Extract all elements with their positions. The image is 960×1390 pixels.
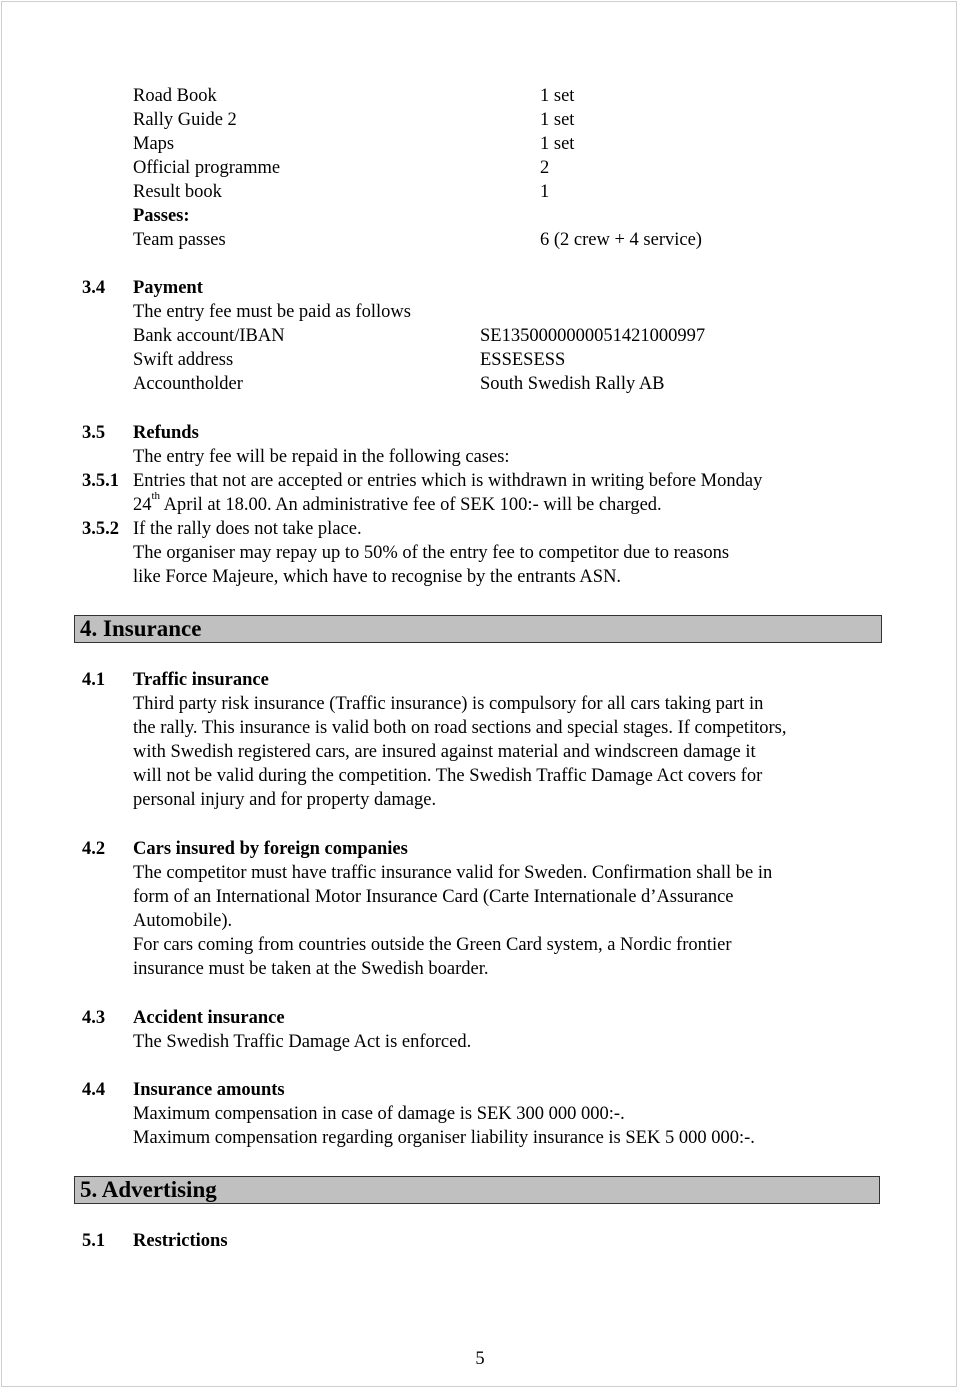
section-heading-band: 5. Advertising bbox=[74, 1176, 880, 1204]
item-qty: 1 set bbox=[540, 110, 575, 130]
paragraph-line: will not be valid during the competition. The Swedish Traffic Damage Act covers for bbox=[133, 766, 763, 786]
section-number: 5.1 bbox=[82, 1231, 106, 1251]
section-number: 3.4 bbox=[82, 278, 106, 298]
payment-value: SE1350000000051421000997 bbox=[480, 326, 706, 346]
refund-case-text: Entries that not are accepted or entries which is withdrawn in writing before Monday bbox=[133, 471, 763, 491]
item-qty: 1 bbox=[540, 182, 550, 202]
section-title: Payment bbox=[133, 278, 203, 298]
section-number: 3.5 bbox=[82, 423, 106, 443]
paragraph-line: For cars coming from countries outside the Green Card system, a Nordic frontier bbox=[133, 935, 732, 955]
item-name: Official programme bbox=[133, 158, 281, 178]
payment-value: ESSESESS bbox=[480, 350, 566, 370]
item-qty: 2 bbox=[540, 158, 550, 178]
paragraph-line: Maximum compensation in case of damage is SEK 300 000 000:-. bbox=[133, 1104, 625, 1124]
item-name: Result book bbox=[133, 182, 222, 202]
payment-label: Swift address bbox=[133, 350, 234, 370]
passes-value: 6 (2 crew + 4 service) bbox=[540, 230, 702, 250]
refunds-intro: The entry fee will be repaid in the following cases: bbox=[133, 447, 510, 467]
item-qty: 1 set bbox=[540, 86, 575, 106]
item-name: Rally Guide 2 bbox=[133, 110, 237, 130]
paragraph-line: personal injury and for property damage. bbox=[133, 790, 437, 810]
paragraph-line: insurance must be taken at the Swedish boarder. bbox=[133, 959, 489, 979]
refund-case-text: like Force Majeure, which have to recognise by the entrants ASN. bbox=[133, 567, 622, 587]
section-number: 4.1 bbox=[82, 670, 106, 690]
section-title: Cars insured by foreign companies bbox=[133, 839, 408, 859]
refund-case-text: 24th April at 18.00. An administrative fee of SEK 100:- will be charged. bbox=[133, 490, 662, 515]
section-title: Restrictions bbox=[133, 1231, 228, 1251]
paragraph-line: with Swedish registered cars, are insured against material and windscreen damage it bbox=[133, 742, 756, 762]
paragraph-line: the rally. This insurance is valid both on road sections and special stages. If competitors, bbox=[133, 718, 787, 738]
paragraph-line: form of an International Motor Insurance Card (Carte Internationale d’Assurance bbox=[133, 887, 734, 907]
passes-label: Team passes bbox=[133, 230, 226, 250]
section-number: 4.4 bbox=[82, 1080, 106, 1100]
section-title: Accident insurance bbox=[133, 1008, 285, 1028]
payment-intro: The entry fee must be paid as follows bbox=[133, 302, 411, 322]
section-number: 4.2 bbox=[82, 839, 106, 859]
passes-heading: Passes: bbox=[133, 206, 190, 226]
section-heading-band: 4. Insurance bbox=[74, 615, 882, 643]
paragraph-line: Maximum compensation regarding organiser liability insurance is SEK 5 000 000:-. bbox=[133, 1128, 755, 1148]
section-number: 4.3 bbox=[82, 1008, 106, 1028]
subsection-number: 3.5.1 bbox=[82, 471, 119, 491]
refund-case-text: The organiser may repay up to 50% of the entry fee to competitor due to reasons bbox=[133, 543, 730, 563]
payment-label: Accountholder bbox=[133, 374, 243, 394]
paragraph-line: The competitor must have traffic insurance valid for Sweden. Confirmation shall be in bbox=[133, 863, 773, 883]
paragraph-line: The Swedish Traffic Damage Act is enforced. bbox=[133, 1032, 472, 1052]
section-title: Traffic insurance bbox=[133, 670, 269, 690]
section-title: Refunds bbox=[133, 423, 199, 443]
paragraph-line: Automobile). bbox=[133, 911, 233, 931]
payment-value: South Swedish Rally AB bbox=[480, 374, 665, 394]
item-qty: 1 set bbox=[540, 134, 575, 154]
refund-case-text: If the rally does not take place. bbox=[133, 519, 362, 539]
page-number: 5 bbox=[475, 1349, 485, 1369]
subsection-number: 3.5.2 bbox=[82, 519, 119, 539]
item-name: Road Book bbox=[133, 86, 217, 106]
paragraph-line: Third party risk insurance (Traffic insurance) is compulsory for all cars taking part in bbox=[133, 694, 764, 714]
item-name: Maps bbox=[133, 134, 175, 154]
payment-label: Bank account/IBAN bbox=[133, 326, 285, 346]
section-title: Insurance amounts bbox=[133, 1080, 285, 1100]
